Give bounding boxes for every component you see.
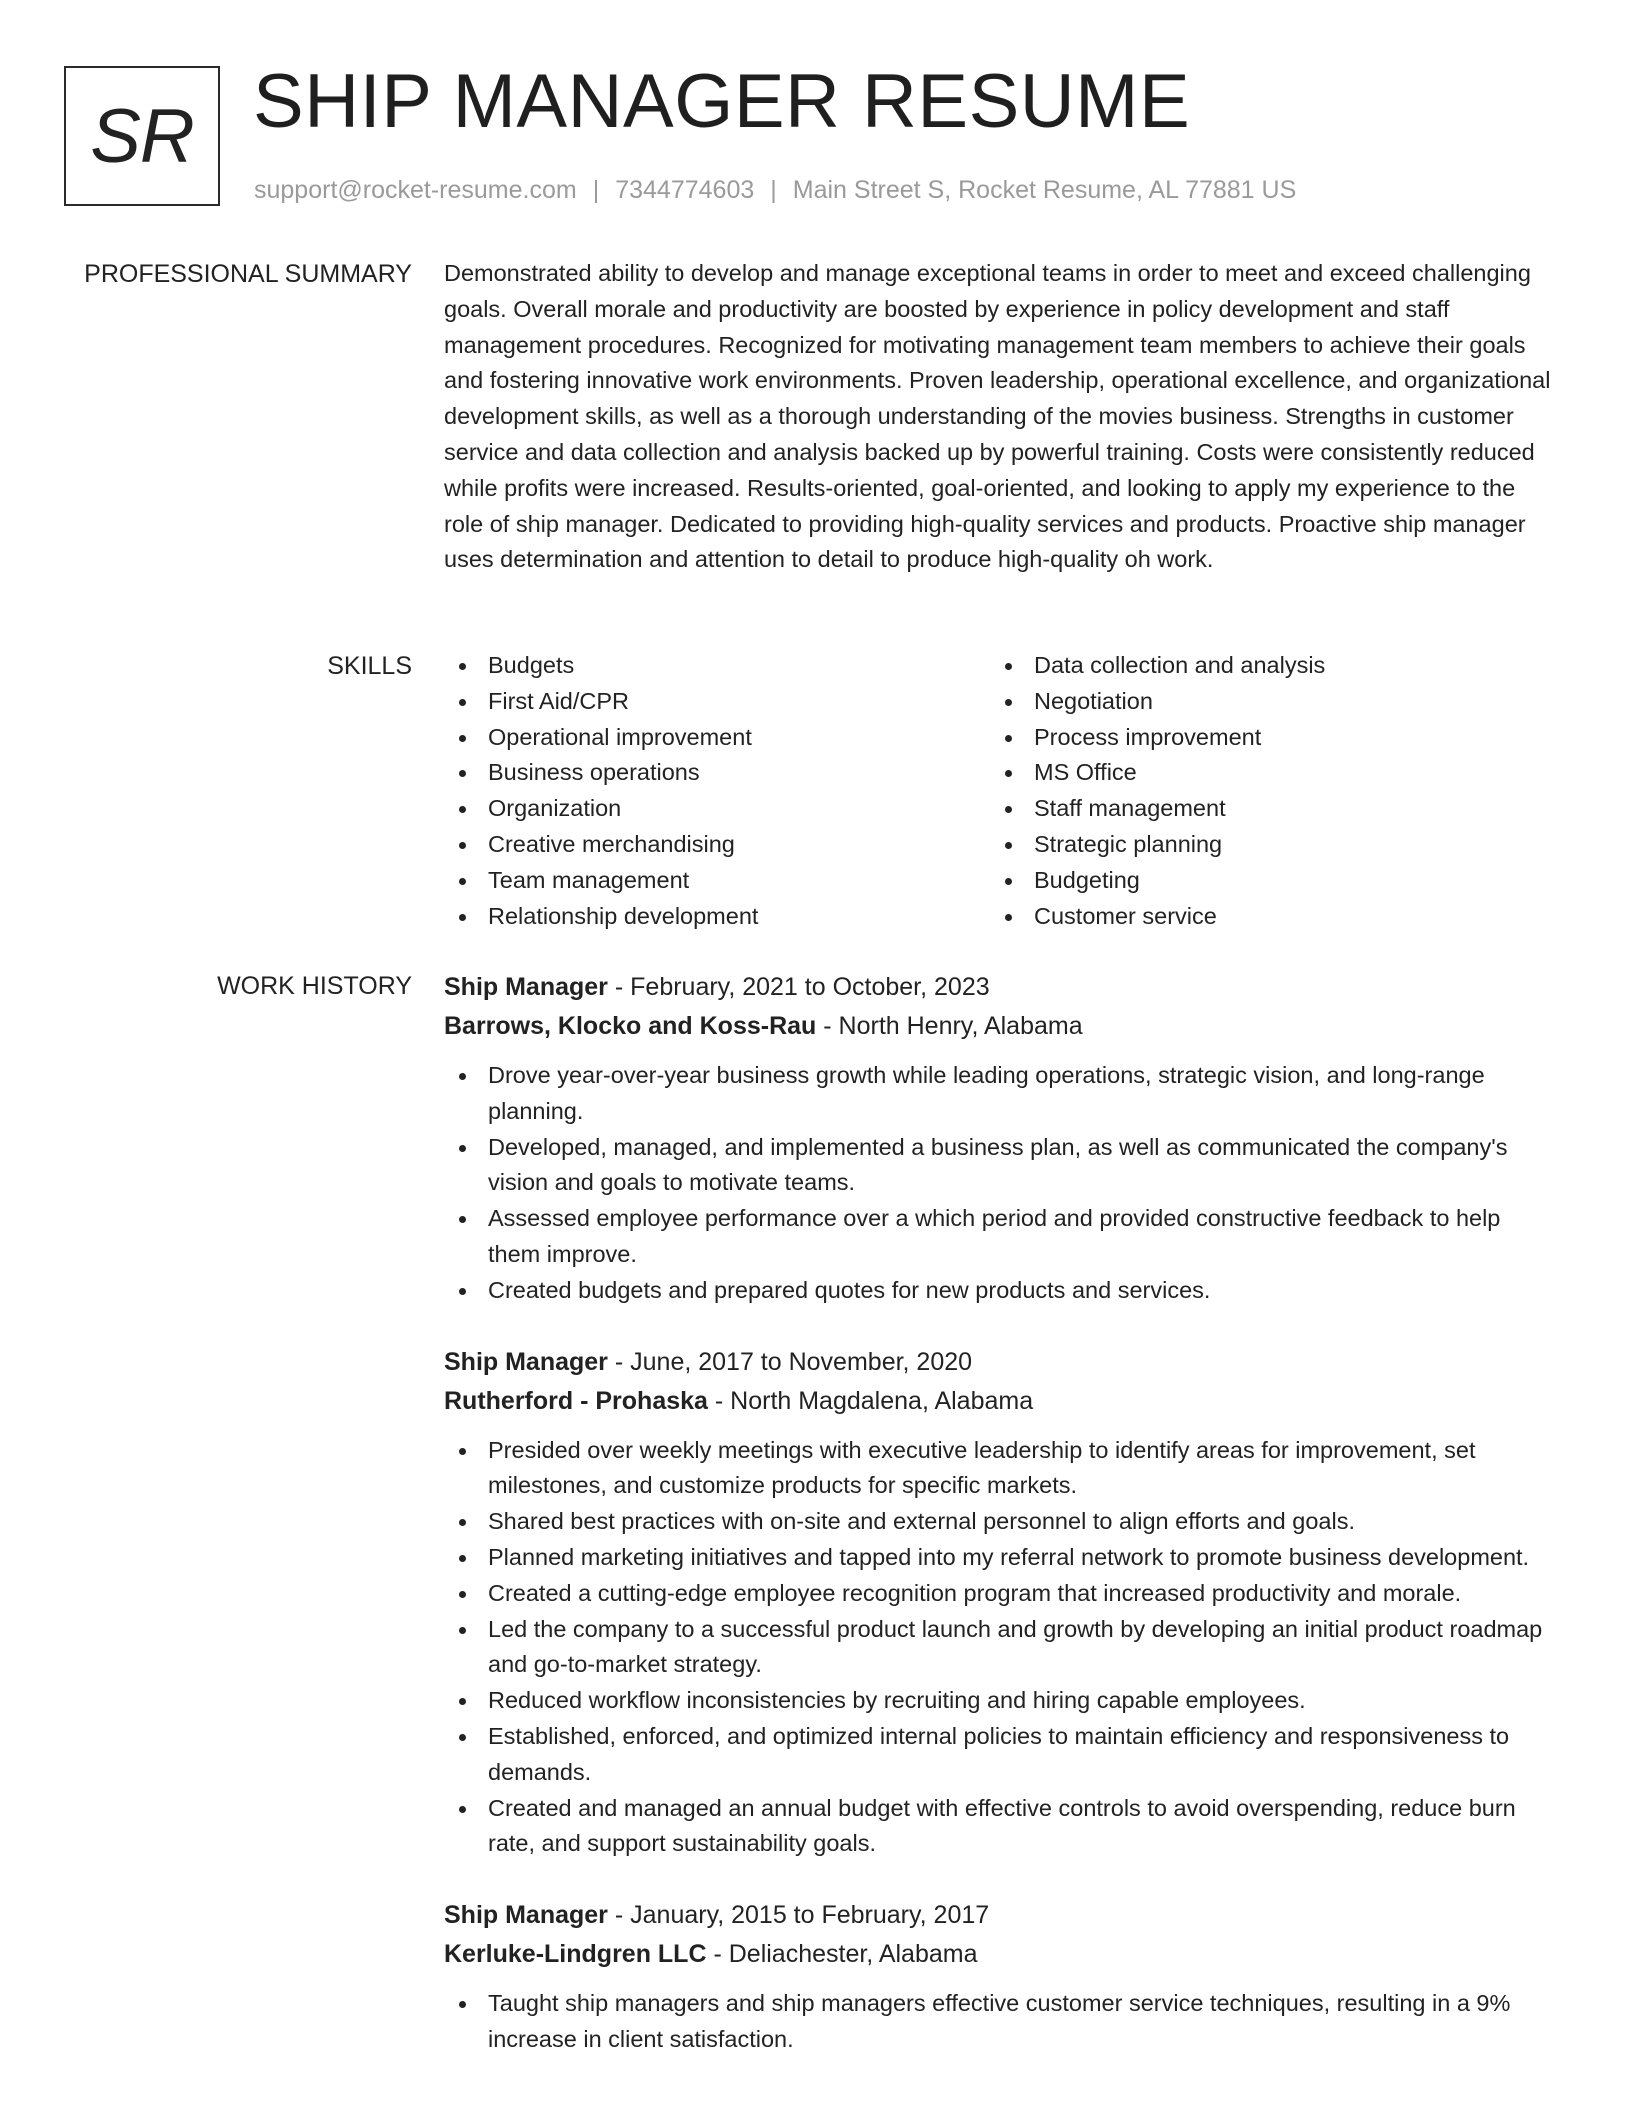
job-location: - North Henry, Alabama [816, 1012, 1083, 1040]
skill-item: Budgeting [990, 863, 1536, 899]
job-entry [444, 1896, 1556, 2058]
skill-item: Process improvement [990, 720, 1536, 756]
contact-email: support@rocket-resume.com [254, 176, 577, 204]
skill-item: Organization [444, 791, 990, 827]
resume-title: SHIP MANAGER RESUME [253, 59, 1191, 144]
job-location: - Deliachester, Alabama [706, 1940, 978, 1969]
skill-item: Team management [444, 863, 990, 899]
job-bullet: Reduced workflow inconsistencies by recruiting and hiring capable employees. [444, 1683, 1556, 1719]
job-title-line [444, 1343, 1556, 1382]
contact-separator: | [770, 176, 777, 204]
skill-item: Operational improvement [444, 720, 990, 756]
job-title-line [444, 968, 1556, 1007]
section-heading: PROFESSIONAL SUMMARY [84, 260, 412, 288]
skill-item: Creative merchandising [444, 827, 990, 863]
skills-column-right [990, 648, 1536, 934]
job-bullets [444, 1058, 1556, 1309]
job-bullet: Established, enforced, and optimized internal policies to maintain efficiency and responsiveness to demands. [444, 1719, 1556, 1791]
skills-list [444, 648, 1556, 934]
job-company-line [444, 1007, 1556, 1046]
job-dates: - February, 2021 to October, 2023 [607, 973, 990, 1001]
job-bullet: Taught ship managers and ship managers effective customer service techniques, resulting in a 9% increase in client satisfaction. [444, 1986, 1556, 2058]
contact-phone: 7344774603 [615, 176, 755, 204]
job-dates: - January, 2015 to February, 2017 [607, 1901, 990, 1930]
skill-item: Business operations [444, 755, 990, 791]
monogram-initials: SR [90, 94, 194, 179]
skill-item: Budgets [444, 648, 990, 684]
job-location: - North Magdalena, Alabama [707, 1386, 1034, 1415]
contact-address: Main Street S, Rocket Resume, AL 77881 US [792, 176, 1297, 204]
skill-item: Strategic planning [990, 827, 1536, 863]
job-company-line [444, 1382, 1556, 1421]
job-bullet: Planned marketing initiatives and tapped into my referral network to promote business development. [444, 1540, 1556, 1576]
skills-column-left [444, 648, 990, 934]
skill-item: First Aid/CPR [444, 684, 990, 720]
job-bullet: Assessed employee performance over a which period and provided constructive feedback to help them improve. [444, 1201, 1556, 1273]
job-entry [444, 968, 1556, 1309]
job-company: Rutherford - Prohaska [444, 1386, 708, 1415]
skill-item: Negotiation [990, 684, 1536, 720]
job-bullet: Created and managed an annual budget with effective controls to avoid overspending, reduce burn rate, and support sustainability goals. [444, 1791, 1556, 1863]
job-bullet: Created budgets and prepared quotes for new products and services. [444, 1273, 1556, 1309]
skill-item: Relationship development [444, 899, 990, 935]
section-heading: WORK HISTORY [217, 972, 412, 1000]
job-bullets [444, 1433, 1556, 1863]
skill-item: Staff management [990, 791, 1536, 827]
job-title: Ship Manager [444, 973, 608, 1001]
section-heading: SKILLS [327, 652, 412, 680]
job-company-line [444, 1935, 1556, 1974]
job-bullet: Led the company to a successful product launch and growth by developing an initial product roadmap and go-to-market strategy. [444, 1612, 1556, 1684]
jobs-list [444, 968, 1556, 2092]
job-company: Barrows, Klocko and Koss-Rau [444, 1012, 817, 1040]
contact-separator: | [592, 176, 600, 204]
job-bullets [444, 1986, 1556, 2058]
monogram-logo [64, 66, 220, 206]
job-title: Ship Manager [444, 1347, 608, 1376]
skill-item: MS Office [990, 755, 1536, 791]
job-bullet: Drove year-over-year business growth while leading operations, strategic vision, and long-range planning. [444, 1058, 1556, 1130]
job-bullet: Shared best practices with on-site and external personnel to align efforts and goals. [444, 1504, 1556, 1540]
skill-item: Data collection and analysis [990, 648, 1536, 684]
contact-line [254, 172, 1296, 208]
job-bullet: Developed, managed, and implemented a business plan, as well as communicated the company's vision and goals to motivate teams. [444, 1130, 1556, 1202]
skill-item: Customer service [990, 899, 1536, 935]
job-bullet: Presided over weekly meetings with executive leadership to identify areas for improvement, set milestones, and customize products for specific markets. [444, 1433, 1556, 1505]
job-title: Ship Manager [444, 1901, 608, 1930]
job-company: Kerluke-Lindgren LLC [444, 1940, 707, 1969]
job-entry [444, 1343, 1556, 1863]
job-dates: - June, 2017 to November, 2020 [607, 1347, 973, 1376]
job-bullet: Created a cutting-edge employee recognition program that increased productivity and morale. [444, 1576, 1556, 1612]
job-title-line [444, 1896, 1556, 1935]
summary-text: Demonstrated ability to develop and manage exceptional teams in order to meet and exceed challenging goals. Overall morale and productivity are boosted by experience in policy development and staff management procedures. Recognized for motivating management team members to achieve their goals and fostering innovative work environments. Proven leadership, operational excellence, and organizational development skills, as well as a thorough understanding of the movies business. Strengths in customer service and data collection and analysis backed up by powerful training. Costs were consistently reduced while profits were increased. Results-oriented, goal-oriented, and looking to apply my experience to the role of ship manager. Dedicated to providing high-quality services and products. Proactive ship manager uses determination and attention to detail to produce high-quality oh work. [444, 260, 1551, 573]
